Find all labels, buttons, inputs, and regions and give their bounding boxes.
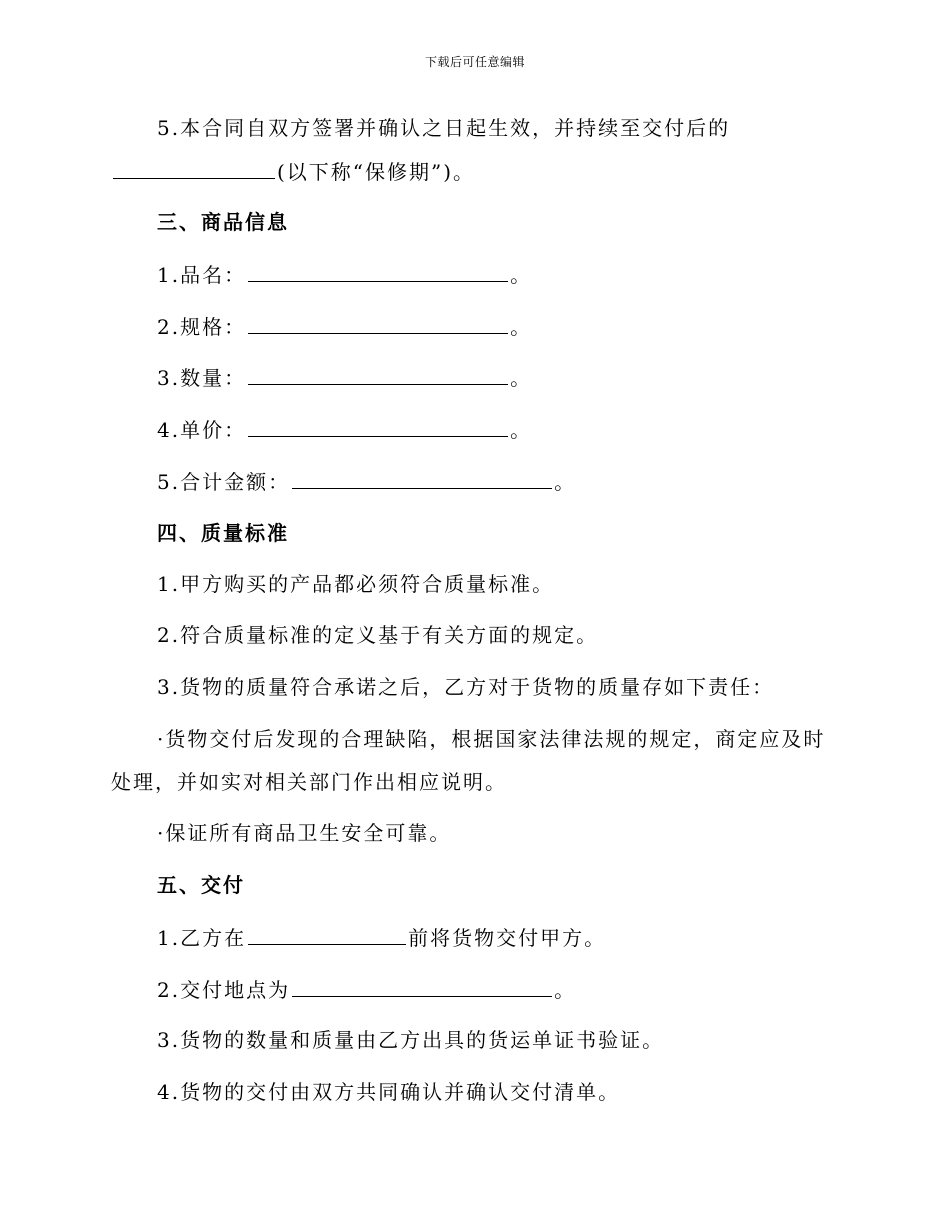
clause-5-line-2: (以下称“保修期”)。 [111,158,475,185]
quantity-blank[interactable] [248,364,508,385]
delivery-clause-1: 1.乙方在 前将货物交付甲方。 [157,926,607,950]
delivery-location-blank[interactable] [292,976,552,997]
quality-bullet-1-line-2: 处理，并如实对相关部门作出相应说明。 [111,770,507,794]
product-name-line: 1.品名： 。 [157,263,533,287]
total-amount-line: 5.合计金额： 。 [157,470,577,494]
section-4-title: 四、质量标准 [157,521,289,545]
delivery-date-blank[interactable] [248,924,406,945]
warranty-period-blank[interactable] [113,158,275,179]
page-header: 下载后可任意编辑 [424,55,525,69]
quality-clause-1: 1.甲方购买的产品都必须符合质量标准。 [157,572,555,596]
quality-bullet-2: ·保证所有商品卫生安全可靠。 [157,821,452,845]
quality-clause-2: 2.符合质量标准的定义基于有关方面的规定。 [157,623,599,647]
section-5-title: 五、交付 [157,873,245,897]
unit-price-line: 4.单价： 。 [157,418,533,442]
quantity-line: 3.数量： 。 [157,366,533,390]
unit-price-blank[interactable] [248,416,508,437]
total-amount-blank[interactable] [292,468,552,489]
delivery-clause-3: 3.货物的数量和质量由乙方出具的货运单证书验证。 [157,1028,665,1052]
section-3-title: 三、商品信息 [157,210,289,234]
quality-bullet-1-line-1: ·货物交付后发现的合理缺陷，根据国家法律法规的规定，商定应及时 [157,727,826,751]
spec-line: 2.规格： 。 [157,315,533,339]
product-name-blank[interactable] [248,261,508,282]
delivery-clause-2: 2.交付地点为 。 [157,978,577,1002]
quality-clause-3: 3.货物的质量符合承诺之后，乙方对于货物的质量存如下责任： [157,675,775,699]
spec-blank[interactable] [248,313,508,334]
clause-5-line-1: 5.本合同自双方签署并确认之日起生效，并持续至交付后的 [157,116,731,140]
delivery-clause-4: 4.货物的交付由双方共同确认并确认交付清单。 [157,1080,621,1104]
